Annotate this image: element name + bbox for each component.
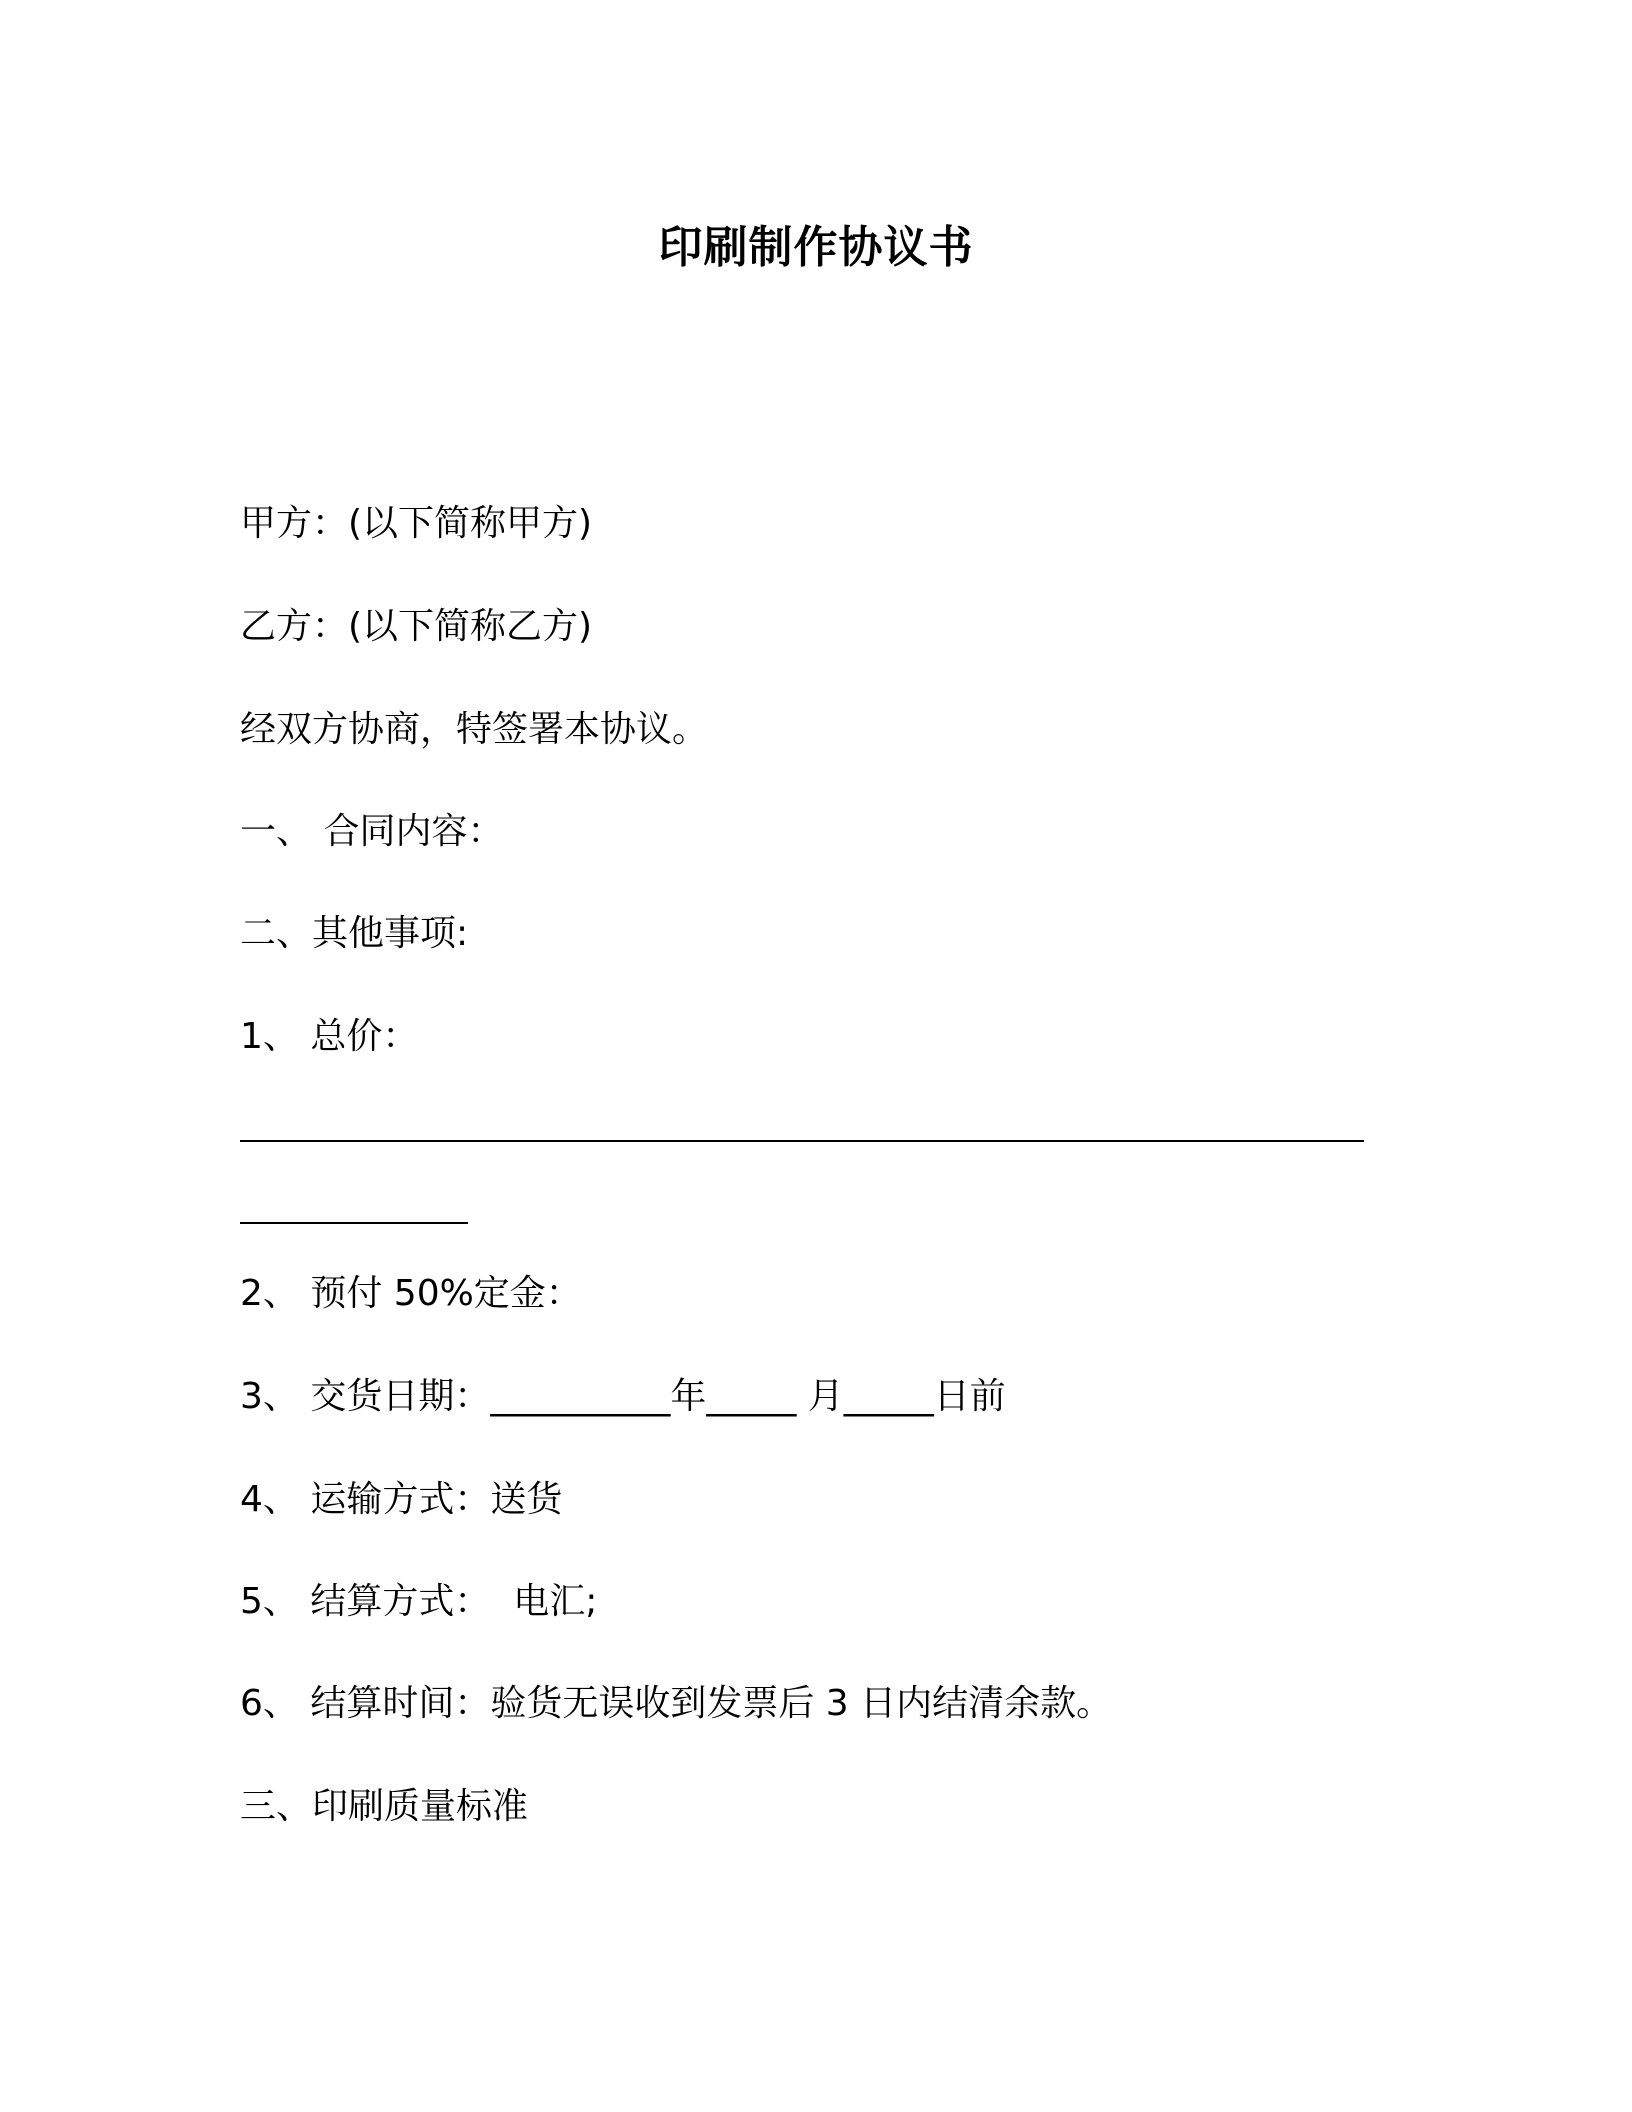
party-b-line: 乙方：(以下简称乙方) [240,606,593,647]
section-print-quality: 三、印刷质量标准 [240,1786,529,1827]
section-other-matters: 二、其他事项: [240,913,469,954]
section-contract-content: 一、 合同内容： [240,811,504,852]
total-price-blank-line-1 [240,1140,1364,1142]
item-transport-method: 4、 运输方式：送货 [240,1479,563,1520]
item-total-price: 1、 总价： [240,1016,419,1057]
intro-line: 经双方协商，特签署本协议。 [240,709,709,750]
party-a-line: 甲方：(以下简称甲方) [240,503,593,544]
item-delivery-date: 3、 交货日期：__________年_____ 月_____日前 [240,1376,1006,1417]
document-title: 印刷制作协议书 [658,222,974,273]
item-settlement-method: 5、 结算方式： 电汇; [240,1581,598,1622]
item-deposit: 2、 预付 50%定金： [240,1273,582,1314]
total-price-blank-line-2 [240,1222,468,1224]
item-settlement-time: 6、 结算时间：验货无误收到发票后 3 日内结清余款。 [240,1683,1113,1724]
